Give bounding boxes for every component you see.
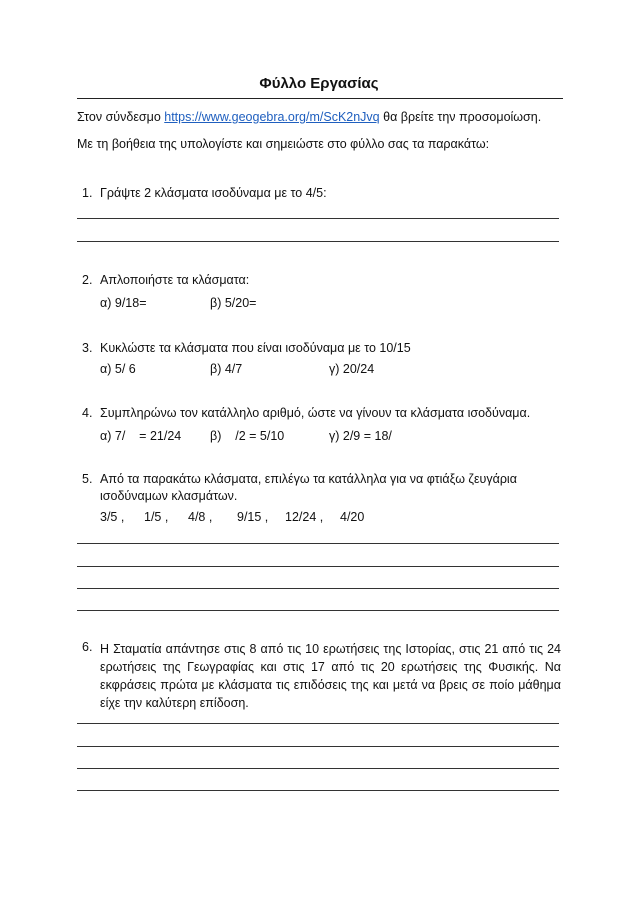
q2-option-a: α) 9/18= <box>100 296 147 310</box>
q1-text: Γράψτε 2 κλάσματα ισοδύναμα με το 4/5: <box>100 186 327 200</box>
q4-text: Συμπληρώνω τον κατάλληλο αριθμό, ώστε να γίνουν τα κλάσματα ισοδύναμα. <box>100 406 531 420</box>
q1-number: 1. <box>82 186 93 200</box>
q5-answer-line <box>77 566 559 567</box>
q3-option-b: β) 4/7 <box>210 362 243 376</box>
q5-answer-line <box>77 543 559 544</box>
intro-text-end: θα βρείτε την προσομοίωση. <box>379 110 542 124</box>
q1-answer-line <box>77 218 559 219</box>
q1-answer-line <box>77 241 559 242</box>
q3-number: 3. <box>82 341 93 355</box>
instruction-text: Με τη βοήθεια της υπολογίστε και σημειώστε στο φύλλο σας τα παρακάτω: <box>77 137 490 151</box>
q2-number: 2. <box>82 273 93 287</box>
q5-text-line2: ισοδύναμων κλασμάτων. <box>100 489 238 503</box>
q4-option-a: α) 7/ = 21/24 <box>100 429 182 443</box>
q2-option-b: β) 5/20= <box>210 296 257 310</box>
intro-sentence <box>77 110 541 124</box>
q3-text: Κυκλώστε τα κλάσματα που είναι ισοδύναμα με το 10/15 <box>100 341 411 355</box>
q5-fraction: 9/15 , <box>237 510 269 524</box>
q5-fraction: 1/5 , <box>144 510 169 524</box>
q3-option-a: α) 5/ 6 <box>100 362 136 376</box>
q3-option-c: γ) 20/24 <box>329 362 375 376</box>
geogebra-link[interactable]: https://www.geogebra.org/m/ScK2nJvq <box>164 110 380 124</box>
q6-number: 6. <box>82 640 93 654</box>
q5-answer-line <box>77 610 559 611</box>
q6-answer-line <box>77 723 559 724</box>
q2-text: Απλοποιήστε τα κλάσματα: <box>100 273 250 287</box>
intro-text-start: Στον σύνδεσμο <box>77 110 165 124</box>
q6-answer-line <box>77 746 559 747</box>
q5-text-line1: Από τα παρακάτω κλάσματα, επιλέγω τα κατάλληλα για να φτιάξω ζευγάρια <box>100 472 517 486</box>
q6-answer-line <box>77 790 559 791</box>
q5-fraction: 4/8 , <box>188 510 213 524</box>
title-underline <box>77 98 563 99</box>
q4-number: 4. <box>82 406 93 420</box>
q6-text: Η Σταματία απάντησε στις 8 από τις 10 ερωτήσεις της Ιστορίας, στις 21 από τις 24 ερωτήσεις της Γεωγραφίας και στις 17 από τις 20 ερωτήσεις της Φυσικής. Να εκφράσεις πρώτα με κλάσματα τις επιδόσεις της και μετά να βρεις σε ποίο μάθημα είχε την καλύτερη επίδοση. <box>100 642 561 710</box>
page-title: Φύλλο Εργασίας <box>259 75 379 92</box>
q5-number: 5. <box>82 472 93 486</box>
q4-option-b: β) /2 = 5/10 <box>210 429 285 443</box>
q6-answer-line <box>77 768 559 769</box>
q5-answer-line <box>77 588 559 589</box>
q5-fraction: 12/24 , <box>285 510 324 524</box>
q5-fraction: 4/20 <box>340 510 365 524</box>
q4-option-c: γ) 2/9 = 18/ <box>329 429 392 443</box>
q5-fraction: 3/5 , <box>100 510 125 524</box>
